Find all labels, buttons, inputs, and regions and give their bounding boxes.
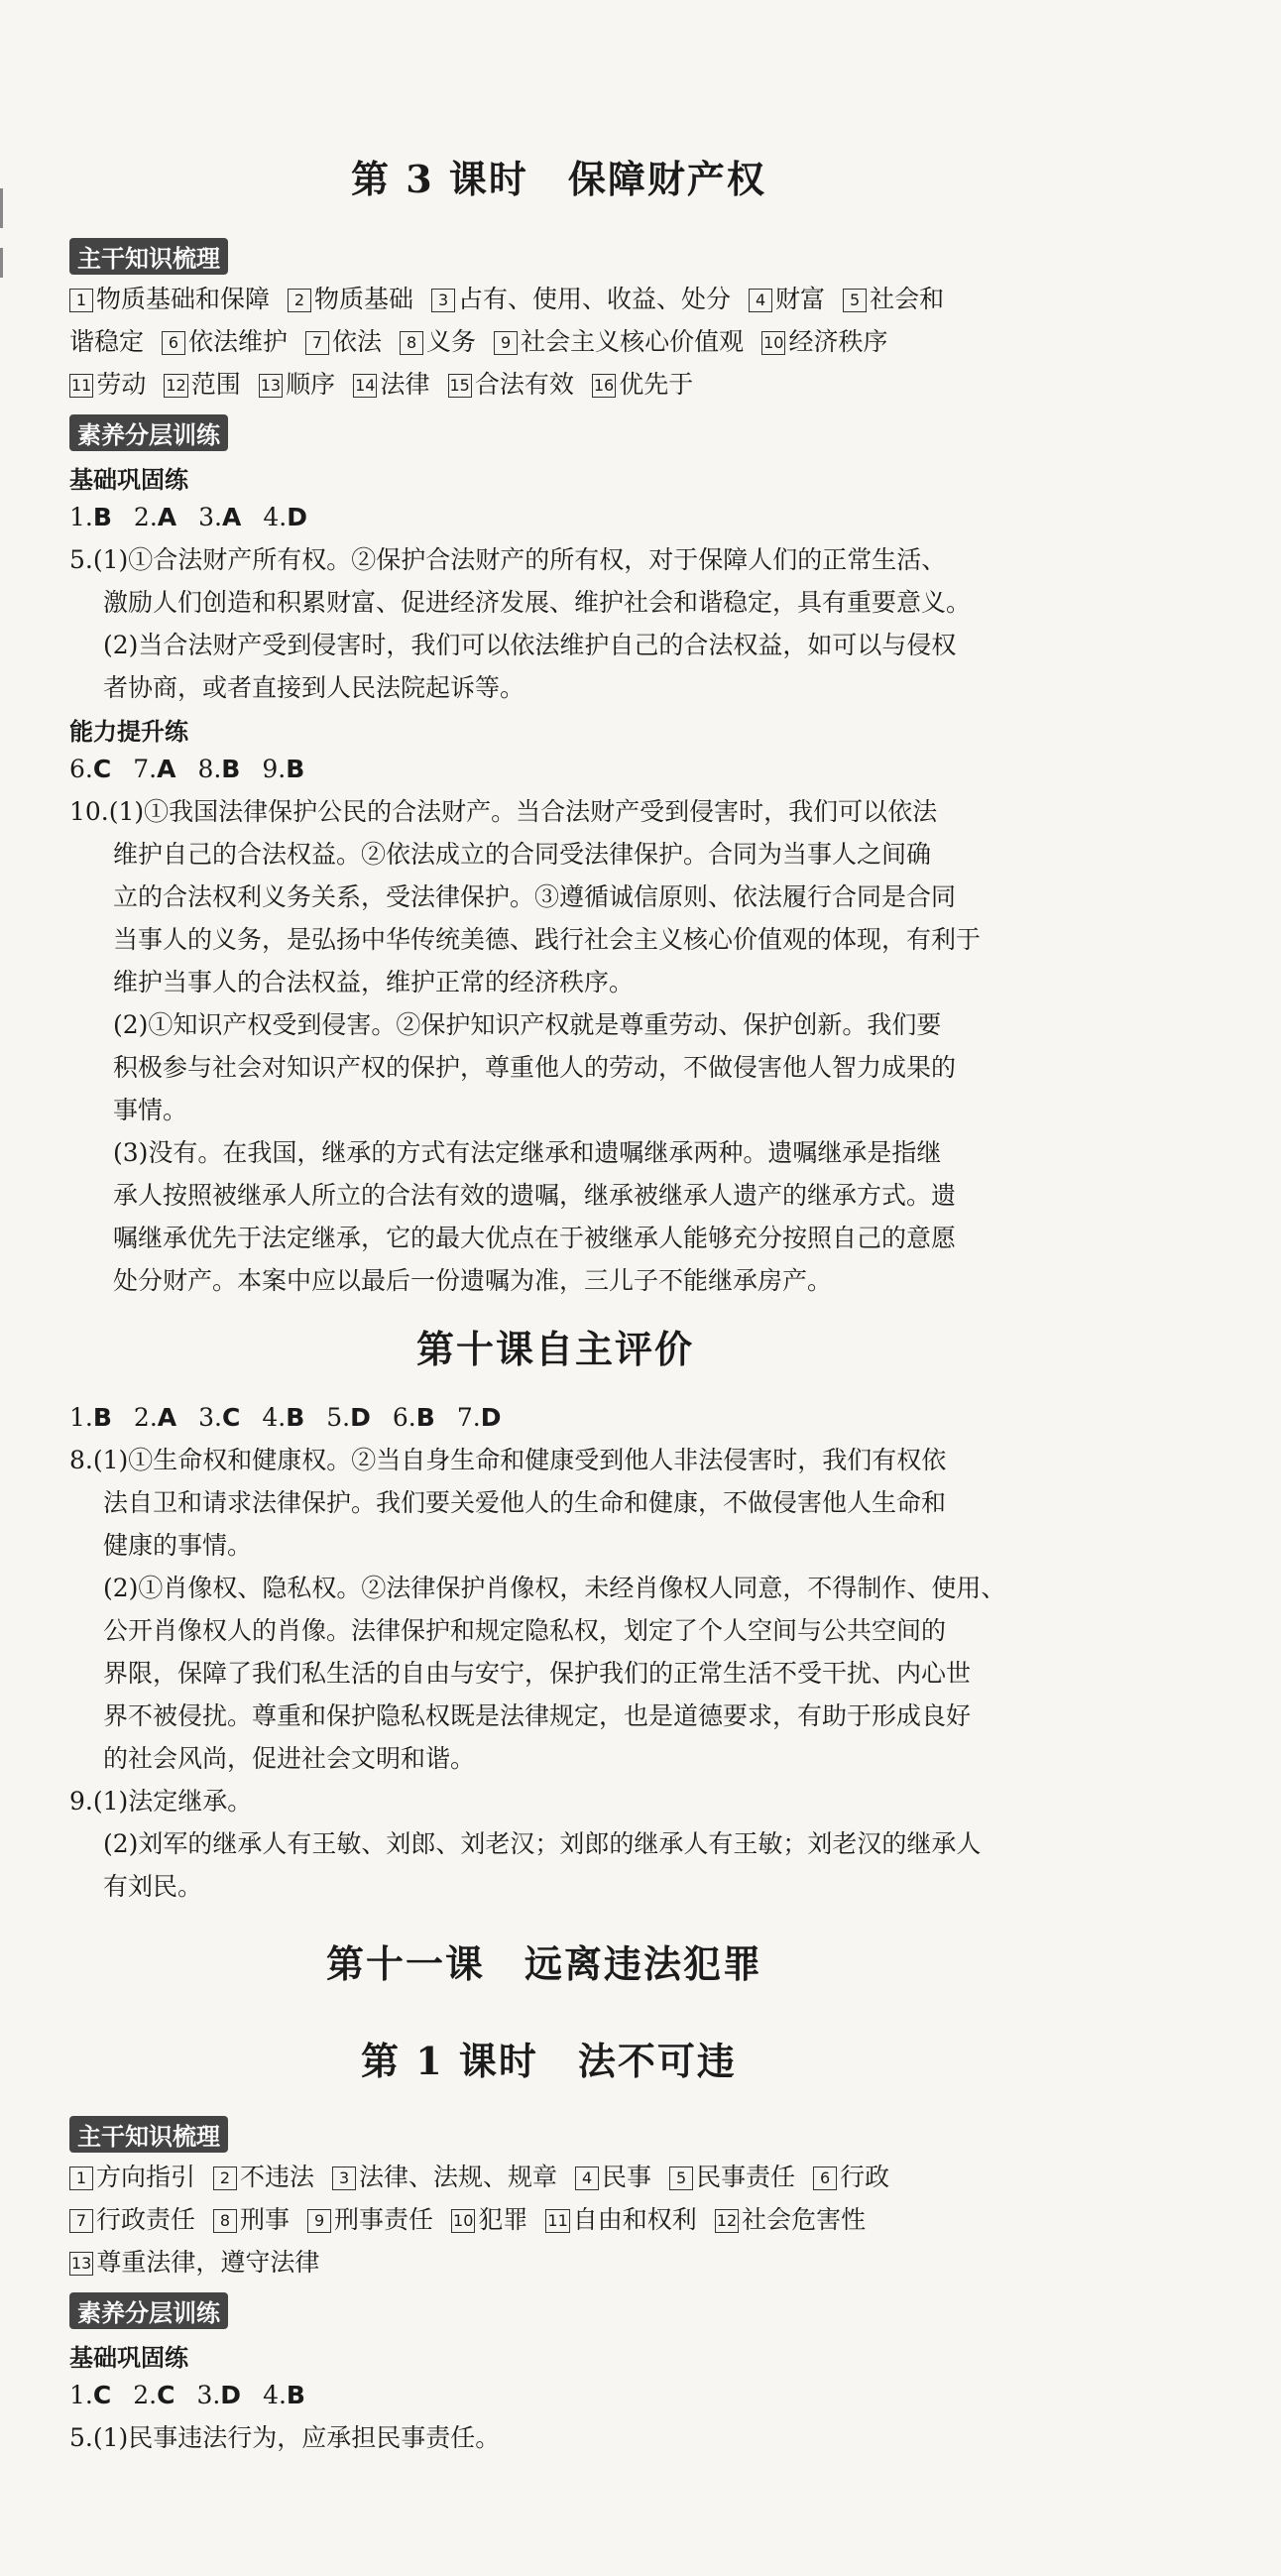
item-number: 16 bbox=[592, 374, 616, 398]
item-number: 11 bbox=[545, 2209, 569, 2233]
answer-choice: C bbox=[92, 755, 112, 783]
knowledge-item bbox=[575, 2156, 651, 2198]
item-number: 2 bbox=[288, 289, 311, 312]
item-number: 3 bbox=[431, 289, 455, 312]
knowledge-item bbox=[431, 278, 731, 320]
knowledge-item bbox=[164, 363, 240, 406]
knowledge-line bbox=[69, 320, 962, 363]
answer: 5.D bbox=[326, 1403, 371, 1432]
item-number: 7 bbox=[69, 2209, 93, 2233]
answer: 6.B bbox=[392, 1403, 435, 1432]
answer-line: 10.(1)①我国法律保护公民的合法财产。当合法财产受到侵害时，我们可以依法 bbox=[69, 797, 938, 826]
section-title: 第 1 课时 法不可违 bbox=[361, 2039, 737, 2083]
answer-line: 5.(1)①合法财产所有权。②保护合法财产的所有权，对于保障人们的正常生活、 bbox=[69, 545, 947, 574]
answer-choice: B bbox=[286, 1403, 305, 1432]
knowledge-item bbox=[749, 278, 825, 320]
answer-choice: A bbox=[157, 1403, 177, 1432]
answer-line: 界限，保障了我们私生活的自由与安宁，保护我们的正常生活不受干扰、内心世 bbox=[103, 1659, 972, 1688]
answer-line: 者协商，或者直接到人民法院起诉等。 bbox=[103, 673, 525, 702]
knowledge-item bbox=[288, 278, 413, 320]
knowledge-item bbox=[451, 2198, 527, 2241]
knowledge-item bbox=[545, 2198, 696, 2241]
answer-choice: D bbox=[480, 1403, 502, 1432]
item-text: 经济秩序 bbox=[788, 327, 888, 356]
answer-line: (2)①肖像权、隐私权。②法律保护肖像权，未经肖像权人同意，不得制作、使用、 bbox=[103, 1574, 1006, 1602]
answer-line: 当事人的义务，是弘扬中华传统美德、践行社会主义核心价值观的体现，有利于 bbox=[113, 925, 982, 954]
answer-line: (2)①知识产权受到侵害。②保护知识产权就是尊重劳动、保护创新。我们要 bbox=[113, 1010, 942, 1039]
answer-choice: D bbox=[220, 2381, 242, 2409]
item-number: 10 bbox=[761, 331, 785, 355]
item-text: 社会主义核心价值观 bbox=[521, 327, 745, 356]
lesson-title: 第十一课 远离违法犯罪 bbox=[326, 1941, 763, 1986]
answer-line: 处分财产。本案中应以最后一份遗嘱为准，三儿子不能继承房产。 bbox=[113, 1266, 833, 1295]
question-8 bbox=[69, 1439, 1005, 1780]
item-number: 9 bbox=[307, 2209, 331, 2233]
item-number: 12 bbox=[715, 2209, 739, 2233]
answer: 7.D bbox=[456, 1403, 502, 1432]
answer-line: 维护自己的合法权益。②依法成立的合同受法律保护。合同为当事人之间确 bbox=[113, 840, 932, 869]
knowledge-line bbox=[69, 363, 962, 406]
item-number: 14 bbox=[353, 374, 377, 398]
knowledge-item bbox=[761, 320, 887, 363]
item-text: 犯罪 bbox=[478, 2205, 528, 2234]
item-text: 尊重法律，遵守法律 bbox=[96, 2248, 320, 2277]
ability-answers bbox=[69, 748, 326, 790]
item-number: 9 bbox=[494, 331, 518, 355]
answer-line: 的社会风尚，促进社会文明和谐。 bbox=[103, 1744, 476, 1773]
item-text: 民事 bbox=[602, 2163, 652, 2191]
basic-heading: 基础巩固练 bbox=[69, 466, 188, 494]
answer: 3.A bbox=[198, 503, 242, 531]
item-text: 民事责任 bbox=[696, 2163, 796, 2191]
knowledge-item bbox=[69, 2198, 195, 2241]
answer: 4.B bbox=[262, 1403, 305, 1432]
answer-choice: A bbox=[222, 503, 242, 531]
basic-answers bbox=[69, 2374, 327, 2416]
answer-choice: B bbox=[92, 1403, 112, 1432]
answer-choice: C bbox=[92, 2381, 112, 2409]
item-text: 法律 bbox=[380, 370, 430, 399]
item-text: 优先于 bbox=[619, 370, 694, 399]
knowledge-item bbox=[305, 320, 382, 363]
answer: 9.B bbox=[262, 755, 305, 783]
item-number: 1 bbox=[69, 2166, 93, 2190]
answer: 3.C bbox=[198, 1403, 241, 1432]
answer: 6.C bbox=[69, 755, 112, 783]
answer: 8.B bbox=[197, 755, 241, 783]
answer-line: 8.(1)①生命权和健康权。②当自身生命和健康受到他人非法侵害时，我们有权依 bbox=[69, 1446, 947, 1474]
answer: 3.D bbox=[196, 2381, 242, 2409]
item-text: 行政 bbox=[840, 2163, 890, 2191]
answer-choice: D bbox=[287, 503, 307, 531]
knowledge-item bbox=[494, 320, 744, 363]
knowledge-line bbox=[69, 278, 962, 320]
answer: 1.B bbox=[69, 1403, 112, 1432]
item-number: 3 bbox=[332, 2166, 356, 2190]
answer: 7.A bbox=[133, 755, 176, 783]
item-text: 物质基础和保障 bbox=[96, 285, 271, 313]
item-text: 谐稳定 bbox=[69, 327, 145, 356]
knowledge-item bbox=[353, 363, 429, 406]
knowledge-item bbox=[592, 363, 693, 406]
knowledge-tag: 主干知识梳理 bbox=[69, 238, 228, 275]
basic-answers bbox=[69, 496, 329, 538]
knowledge-item bbox=[213, 2156, 314, 2198]
item-number: 8 bbox=[213, 2209, 237, 2233]
section-title: 第十课自主评价 bbox=[416, 1327, 695, 1371]
answer-choice: B bbox=[92, 503, 112, 531]
answer-choice: B bbox=[221, 755, 241, 783]
answer: 4.B bbox=[263, 2381, 305, 2409]
knowledge-item bbox=[69, 2241, 319, 2283]
answer: 1.B bbox=[69, 503, 112, 531]
question-10 bbox=[69, 790, 981, 1302]
item-number: 12 bbox=[164, 374, 187, 398]
item-text: 依法维护 bbox=[188, 327, 289, 356]
scan-edge-mark bbox=[0, 188, 3, 228]
answer-choice: A bbox=[157, 755, 176, 783]
item-text: 财富 bbox=[775, 285, 826, 313]
item-text: 占有、使用、收益、处分 bbox=[458, 285, 732, 313]
knowledge-item bbox=[448, 363, 574, 406]
item-text: 刑事 bbox=[240, 2205, 291, 2234]
knowledge-item bbox=[400, 320, 476, 363]
item-text: 范围 bbox=[190, 370, 241, 399]
answer-line: 公开肖像权人的肖像。法律保护和规定隐私权，划定了个人空间与公共空间的 bbox=[103, 1616, 947, 1645]
answer-line: 承人按照被继承人所立的合法有效的遗嘱，继承被继承人遗产的继承方式。遗 bbox=[113, 1181, 957, 1210]
answer-line: 激励人们创造和积累财富、促进经济发展、维护社会和谐稳定，具有重要意义。 bbox=[103, 588, 972, 617]
answer-choice: C bbox=[157, 2381, 175, 2409]
item-number: 5 bbox=[669, 2166, 693, 2190]
basic-heading: 基础巩固练 bbox=[69, 2344, 188, 2372]
item-text: 法律、法规、规章 bbox=[359, 2163, 558, 2191]
item-text: 社会危害性 bbox=[742, 2205, 867, 2234]
knowledge-line bbox=[69, 2156, 907, 2198]
answer-line: 健康的事情。 bbox=[103, 1531, 253, 1560]
item-text: 劳动 bbox=[96, 370, 147, 399]
item-text: 方向指引 bbox=[96, 2163, 196, 2191]
knowledge-line bbox=[69, 2241, 907, 2283]
question-5 bbox=[69, 2416, 500, 2459]
item-number: 4 bbox=[575, 2166, 599, 2190]
answer-choice: A bbox=[157, 503, 177, 531]
answer: 2.C bbox=[133, 2381, 175, 2409]
answer-line: 界不被侵扰。尊重和保护隐私权既是法律规定，也是道德要求，有助于形成良好 bbox=[103, 1701, 972, 1730]
answer-line: 有刘民。 bbox=[103, 1872, 203, 1901]
item-number: 8 bbox=[400, 331, 423, 355]
answer-choice: B bbox=[415, 1403, 435, 1432]
scan-edge-mark bbox=[0, 248, 3, 278]
knowledge-item bbox=[843, 278, 944, 320]
knowledge-tag: 主干知识梳理 bbox=[69, 2116, 228, 2153]
item-number: 13 bbox=[259, 374, 283, 398]
ability-heading: 能力提升练 bbox=[69, 718, 188, 746]
knowledge-item bbox=[669, 2156, 795, 2198]
answer: 2.A bbox=[133, 503, 177, 531]
knowledge-item bbox=[813, 2156, 889, 2198]
answer-line: 积极参与社会对知识产权的保护，尊重他人的劳动，不做侵害他人智力成果的 bbox=[113, 1053, 957, 1082]
item-number: 15 bbox=[448, 374, 472, 398]
item-number: 5 bbox=[843, 289, 867, 312]
section-title: 第 3 课时 保障财产权 bbox=[351, 157, 766, 201]
item-text: 社会和 bbox=[870, 285, 945, 313]
knowledge-item bbox=[69, 363, 146, 406]
answer-line: 立的合法权利义务关系，受法律保护。③遵循诚信原则、依法履行合同是合同 bbox=[113, 882, 957, 911]
answer-line: 法自卫和请求法律保护。我们要关爱他人的生命和健康，不做侵害他人生命和 bbox=[103, 1488, 947, 1517]
answer-line: 5.(1)民事违法行为，应承担民事责任。 bbox=[69, 2423, 501, 2452]
knowledge-item bbox=[162, 320, 288, 363]
answer-choice: B bbox=[286, 755, 305, 783]
unit-answers bbox=[69, 1396, 523, 1439]
knowledge-list bbox=[69, 278, 962, 406]
item-text: 行政责任 bbox=[96, 2205, 196, 2234]
item-text: 依法 bbox=[332, 327, 383, 356]
item-text: 义务 bbox=[426, 327, 477, 356]
answer-line: (3)没有。在我国，继承的方式有法定继承和遗嘱继承两种。遗嘱继承是指继 bbox=[113, 1138, 942, 1167]
item-number: 1 bbox=[69, 289, 93, 312]
item-number: 13 bbox=[69, 2252, 93, 2276]
item-number: 4 bbox=[749, 289, 772, 312]
answer-line: 9.(1)法定继承。 bbox=[69, 1787, 253, 1815]
knowledge-item bbox=[69, 320, 144, 363]
answer-line: 事情。 bbox=[113, 1096, 188, 1124]
knowledge-item bbox=[69, 2156, 195, 2198]
item-text: 自由和权利 bbox=[572, 2205, 697, 2234]
answer-line: 嘱继承优先于法定继承，它的最大优点在于被继承人能够充分按照自己的意愿 bbox=[113, 1224, 957, 1252]
item-text: 不违法 bbox=[240, 2163, 315, 2191]
item-number: 6 bbox=[813, 2166, 837, 2190]
knowledge-item bbox=[307, 2198, 433, 2241]
item-number: 6 bbox=[162, 331, 185, 355]
item-number: 7 bbox=[305, 331, 329, 355]
knowledge-item bbox=[259, 363, 335, 406]
answer: 1.C bbox=[69, 2381, 112, 2409]
answer-choice: D bbox=[350, 1403, 371, 1432]
answer: 4.D bbox=[263, 503, 307, 531]
answer-line: (2)刘军的继承人有王敏、刘郎、刘老汉；刘郎的继承人有王敏；刘老汉的继承人 bbox=[103, 1829, 982, 1858]
answer-choice: B bbox=[286, 2381, 305, 2409]
question-9 bbox=[69, 1780, 981, 1908]
knowledge-item bbox=[213, 2198, 290, 2241]
question-5 bbox=[69, 538, 971, 709]
item-number: 10 bbox=[451, 2209, 475, 2233]
item-text: 刑事责任 bbox=[334, 2205, 434, 2234]
item-text: 合法有效 bbox=[474, 370, 574, 399]
answer: 2.A bbox=[133, 1403, 177, 1432]
knowledge-line bbox=[69, 2198, 907, 2241]
item-text: 物质基础 bbox=[314, 285, 414, 313]
answer-line: (2)当合法财产受到侵害时，我们可以依法维护自己的合法权益，如可以与侵权 bbox=[103, 631, 957, 659]
training-tag: 素养分层训练 bbox=[69, 414, 228, 451]
knowledge-item bbox=[69, 278, 270, 320]
item-number: 11 bbox=[69, 374, 93, 398]
answer-line: 维护当事人的合法权益，维护正常的经济秩序。 bbox=[113, 968, 635, 996]
knowledge-list bbox=[69, 2156, 907, 2283]
knowledge-item bbox=[715, 2198, 866, 2241]
item-number: 2 bbox=[213, 2166, 237, 2190]
knowledge-item bbox=[332, 2156, 557, 2198]
item-text: 顺序 bbox=[286, 370, 336, 399]
training-tag: 素养分层训练 bbox=[69, 2292, 228, 2329]
answer-choice: C bbox=[222, 1403, 241, 1432]
